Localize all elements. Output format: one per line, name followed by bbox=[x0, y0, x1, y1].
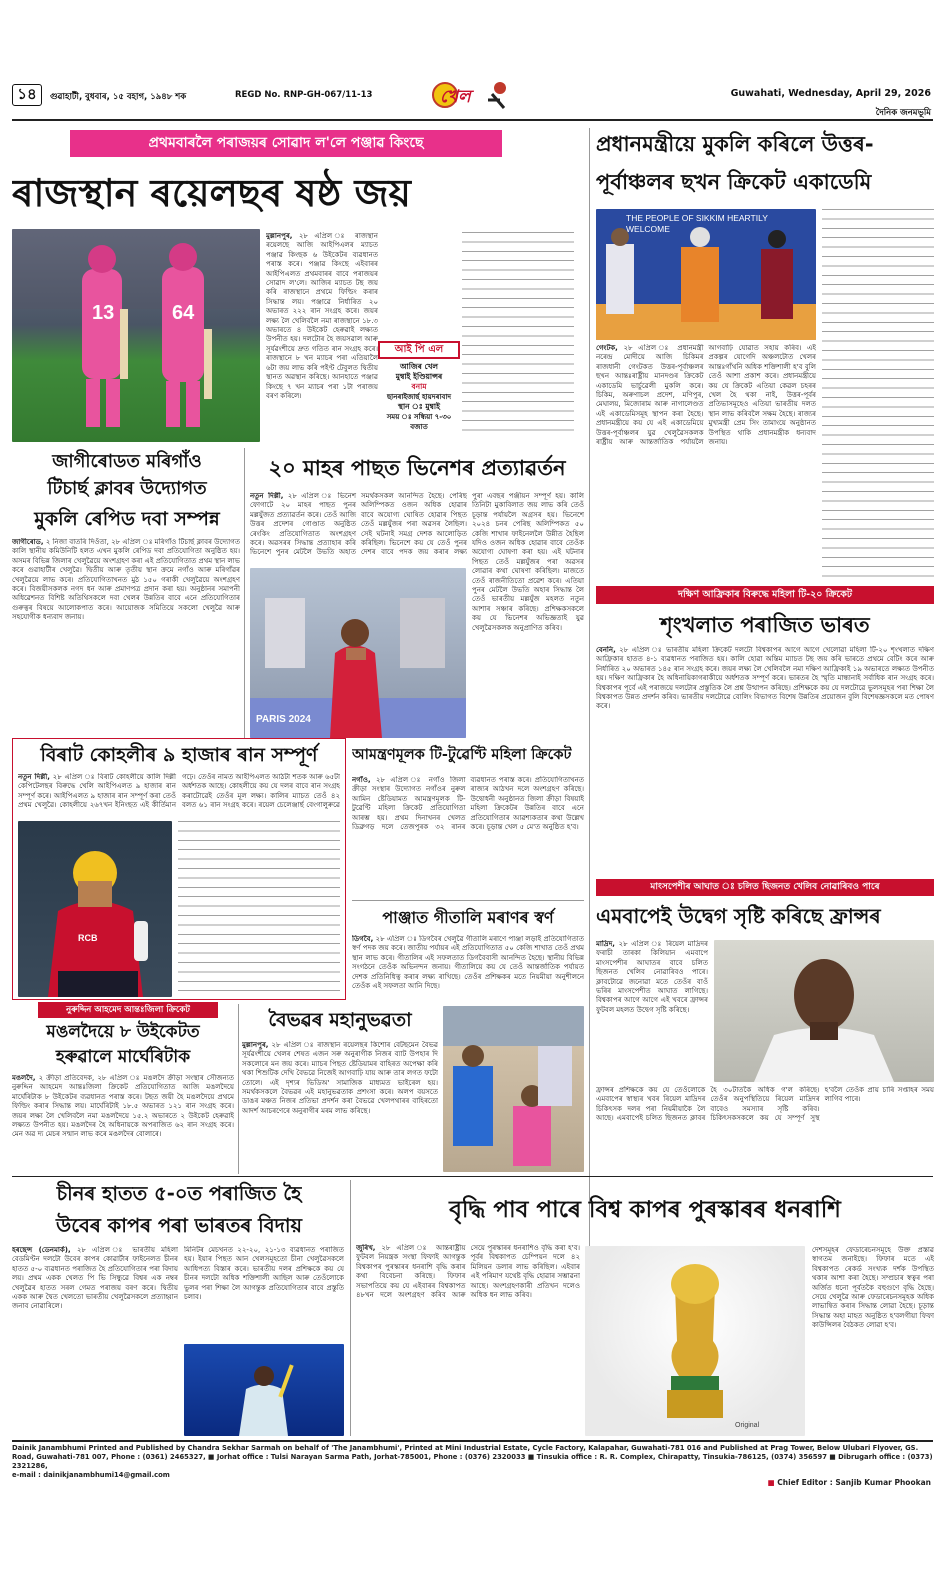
mangaldai-kicker: নুৰুদ্দিন আহমেদ আন্তঃজিলা ক্ৰিকেট bbox=[38, 1002, 218, 1018]
academy-headline-l2: পূৰ্বাঞ্চলৰ ছখন ক্ৰিকেট একাডেমি bbox=[596, 170, 872, 194]
jagiroad-headline-l3: মুকলি ৰেপিড দবা সম্পন্ন bbox=[34, 508, 220, 530]
mbappe-body-2: ফ্ৰান্সৰ প্ৰশিক্ষকে কয় যে তেওঁলোকে এমবাপেৰ স্বাস্থ্যৰ খবৰ ৰিয়েল মাদ্ৰিদৰ চিকিৎসক দলৰ পৰা নিয়মীয়াকৈ লৈ আছে। এমবাপেই চলিত ছিজনত ক্লাবৰ হৈ ৩০টাতকৈ অধিক গ'ল কৰিছে। তেওঁৰ অনুপস্থিতিয়ে ৰিয়েল মাদ্ৰিদৰ বাবেও সমস্যাৰ সৃষ্টি কৰিব। চিকিৎসকসকলে কয় যে সম্পূৰ্ণ সুস্থ হ'বলৈ তেওঁক প্ৰায় চাৰি সপ্তাহৰ সময় লাগিব পাৰে। bbox=[596, 1086, 934, 1123]
kohli-photo bbox=[18, 821, 172, 997]
china-headline-l2: উবেৰ কাপৰ পৰা ভাৰতৰ বিদায় bbox=[56, 1214, 302, 1237]
kohli-body-top: নতুন দিল্লী, ২৮ এপ্ৰিল ঃ বিৰাট কোহলীয়ে কালি দিল্লী কেপিটেলছৰ বিৰুদ্ধে খেলি আইপিএলত ৯ হাজাৰ ৰান সম্পূৰ্ণ কৰে। আইপিএলত ৯ হাজাৰ ৰান সম্পূৰ্ণ কৰা তেওঁ প্ৰথম খেলুৱৈ। কোহলীয়ে ২৬৭খন ইনিংছত এই কীৰ্তিমান গঢ়ে। তেওঁৰ নামত আইপিএলত আঠটা শতক আৰু ৬৫টা অৰ্ধশতক আছে। কোহলীয়ে কয় যে দলৰ বাবে ৰান সংগ্ৰহ কৰাটোৱেই তেওঁৰ মূল লক্ষ্য। কালিৰ ম্যাচত তেওঁ ৪২ বলত ৬১ ৰান সংগ্ৰহ কৰে। ৰয়েল চেলেঞ্জাৰ্ছ বেংগালুৰুৱে bbox=[18, 773, 340, 810]
rr-headline: ৰাজস্থান ৰয়েলছৰ ষষ্ঠ জয় bbox=[12, 171, 411, 215]
academy-body: গেংটক, ২৮ এপ্ৰিল ঃ প্ৰধানমন্ত্ৰী নৰেন্দ্ৰ মোদীয়ে আজি চিকিমৰ ৰাজধানী গেংটকত উত্তৰ-পূৰ্বাঞ্চলৰ ছখন আন্তঃৰাষ্ট্ৰীয় মানদণ্ডৰ ক্ৰিকেট একাডেমি ভাৰ্চুৱেলী মুকলি কৰে। চিকিম, অৰুণাচল প্ৰদেশ, মণিপুৰ, মেঘালয়, মিজোৰাম আৰু নাগালেণ্ডত এই একাডেমিসমূহ স্থাপন কৰা হৈছে। প্ৰধানমন্ত্ৰীয়ে কয় যে এই একাডেমিয়ে উত্তৰ-পূৰ্বাঞ্চলৰ যুৱ খেলুৱৈসকলক ৰাষ্ট্ৰীয় আৰু আন্তৰ্জাতিক পৰ্যায়লৈ আগবাঢ়ি যোৱাত সহায় কৰিব। এই প্ৰকল্পৰ যোগেদি অঞ্চলটোত খেলৰ আন্তঃগাঁথনি অধিক শক্তিশালী হ'ব বুলি তেওঁ আশা প্ৰকাশ কৰে। প্ৰধানমন্ত্ৰীয়ে কয় যে ক্ৰিকেট এতিয়া কেৱল চহৰৰ খেল হৈ থকা নাই, উত্তৰ-পূৰ্বৰ প্ৰতিভাসমূহেও এতিয়া ভাৰতীয় দলত স্থান লাভ কৰিবলৈ সক্ষম হৈছে। ৰাজ্যৰ মুখ্যমন্ত্ৰী প্ৰেম সিং তামাংয়ে অনুষ্ঠানত উপস্থিত থাকি প্ৰধানমন্ত্ৰীক ধন্যবাদ জনায়। bbox=[596, 344, 816, 447]
mbappe-body-1: মাদ্ৰিদ, ২৮ এপ্ৰিল ঃ ৰিয়েল মাদ্ৰিদৰ ফৰাচী তাৰকা কিলিয়ান এমবাপে মাংসপেশীৰ আঘাতৰ বাবে চলিত ছিজনত খেলিব নোৱাৰিবও পাৰে। ক্লাবটোৱে জনোৱা মতে তেওঁৰ বাওঁ ভৰিৰ মাংসপেশীত আঘাত লাগিছে। বিশ্বকাপৰ আগে আগে এই খবৰে ফ্ৰান্সৰ ফুটবল মহলত উদ্বেগ সৃষ্টি কৰিছে। bbox=[596, 940, 708, 1014]
jagiroad-headline-l2: টিচাৰ্ছ ক্লাবৰ উদ্যোগত bbox=[47, 478, 207, 499]
ipl-time: সময় ঃ সন্ধিয়া ৭-৩০ বজাত bbox=[386, 413, 452, 431]
academy-banner: THE PEOPLE OF SIKKIM HEARTILY WELCOME bbox=[626, 213, 768, 234]
fifa-body-1: জুৰিখ, ২৮ এপ্ৰিল ঃ আন্তৰাষ্ট্ৰীয় ফুটবল নিয়ন্ত্ৰক সংস্থা ফিফাই আগন্তুক বিশ্বকাপৰ পুৰস্কাৰৰ ধনৰাশি বৃদ্ধি কৰাৰ কথা বিবেচনা কৰিছে। ফিফাৰ সভাপতিয়ে কয় যে এইবাৰৰ বিশ্বকাপত ৪৮খন দলে অংশগ্ৰহণ কৰিব আৰু সেয়ে পুৰস্কাৰৰ ধনৰাশিও বৃদ্ধি কৰা হ'ব। পূৰ্বৰ বিশ্বকাপত চেম্পিয়ন দলে ৪২ মিলিয়ন ডলাৰ লাভ কৰিছিল। এইবাৰ এই পৰিমাণ যথেষ্ট বৃদ্ধি হোৱাৰ সম্ভাৱনা আছে। অংশগ্ৰহণকাৰী প্ৰতিখন দলেও অধিক ধন লাভ কৰিব। bbox=[356, 1244, 580, 1300]
footer-imprint: Dainik Janambhumi Printed and Published by Chandra Sekhar Sarmah on behalf of 'The Janambhumi', Printed at Mini Industrial Estate, Cycle Factory, Kalapahar, Guwahati-781 016 and Published at Prag Tower, Below Ulubari Flyover, GS. Road, Guwahati-781 007, Phone : (0361) 2465327, ■ Jorhat office : Tulsi Narayan Sarma Path, Jorhat-785001, Phone : (0376) 2320033 ■ Tinsukia office : R. R. Complex, Chirapatty, Tinsukia-786125, (0374) 356597 ■ Dibrugarh office : (0373) 2321286, e-mail : dainikjanambhumi14@gmail.com bbox=[12, 1444, 933, 1479]
fifa-trophy-photo bbox=[585, 1246, 805, 1436]
vinesh-photo bbox=[250, 568, 466, 738]
ipl-venue: স্থান ঃ মুম্বাই bbox=[398, 402, 440, 411]
ipl-box-title: আই পি এল bbox=[378, 341, 460, 359]
ipl-today: আজিৰ খেল bbox=[400, 362, 438, 371]
header-date-bn: গুৱাহাটী, বুধবাৰ, ১৫ বহাগ, ১৯৪৮ শক bbox=[50, 92, 187, 102]
jagiroad-body: জাগীৰোড, ২ নিজা বাতৰি দিওঁতা, ২৮ এপ্ৰিল ঃ মৰিগাঁও টিচাৰ্ছ ক্লাবৰ উদ্যোগত কালি স্থানীয় কমিউনিটি হলত এখন মুকলি ৰেপিড দবা প্ৰতিযোগিতা অনুষ্ঠিত হয়। অসমৰ বিভিন্ন জিলাৰ খেলুৱৈয়ে অংশগ্ৰহণ কৰা এই প্ৰতিযোগিতাত প্ৰথম স্থান লাভ কৰে গুৱাহাটীৰ খেলুৱৈ। দ্বিতীয় আৰু তৃতীয় স্থান ক্ৰমে নগাঁও আৰু মৰিগাঁৱৰ খেলুৱৈয়ে লাভ কৰে। প্ৰতিযোগিতাখনত মুঠ ১৫০ গৰাকী খেলুৱৈয়ে অংশগ্ৰহণ কৰে। বিজয়ীসকলক নগদ ধন আৰু প্ৰমাণপত্ৰ প্ৰদান কৰা হয়। অনুষ্ঠানৰ সমাপনী অধিৱেশনত বিশিষ্ট অতিথিসকলে দবা খেলৰ উন্নতিৰ বাবে এনে প্ৰতিযোগিতাৰ গুৰুত্বৰ বিষয়ে আলোকপাত কৰে। আয়োজক সমিতিয়ে সকলো খেলুৱৈ আৰু সহযোগীক ধন্যবাদ জনায়। bbox=[12, 538, 240, 622]
header-date-en: Guwahati, Wednesday, April 29, 2026 bbox=[730, 88, 931, 99]
footballer-portrait-icon bbox=[714, 940, 934, 1082]
col-divider-right bbox=[589, 128, 590, 1428]
header-paper-name: দৈনিক জনমভূমি bbox=[875, 108, 931, 118]
rr-body: মুল্লানপুৰ, ২৮ এপ্ৰিল ঃ ৰাজস্থান ৰয়েলছে আজি আইপিএলৰ ম্যাচত পঞ্জাৱ কিংছক ৬ উইকেটৰ ব্যৱধানত পৰাস্ত কৰে। পঞ্জাৱ কিংছে এইবাৰৰ আইপিএলত প্ৰথমবাৰৰ বাবে পৰাজয়ৰ সোৱাদ ল'লে। আজিৰ ম্যাচত টছ জয় কৰি ৰাজস্থানে প্ৰথমে ফিল্ডিং কৰাৰ সিদ্ধান্ত লয়। পঞ্জাৱে নিৰ্ধাৰিত ২০ অভাৰত ২২২ ৰান সংগ্ৰহ কৰে। জয়ৰ লক্ষ্য লৈ খেলিবলৈ নমা ৰাজস্থানে ১৮.৩ অভাৰতে ৪ উইকেট হেৰুৱাই লক্ষ্যত উপনীত হয়। দলটোৰ হৈ জয়সৱাল আৰু সূৰ্যৱংশীয়ে দ্ৰুত গতিত ৰান সংগ্ৰহ কৰে। ৰাজস্থানে ৮ খন ম্যাচৰ পৰা এতিয়ালৈ ৬টা জয় লাভ কৰি পইণ্ট টেবুলত দ্বিতীয় স্থানত অৱস্থান কৰিছে। আনহাতে পঞ্জাৱ কিংছে ৭ খন ম্যাচৰ পৰা ১টা পৰাজয় বৰণ কৰিলে। bbox=[266, 232, 378, 400]
footer-rule bbox=[12, 1440, 933, 1442]
women-t20-body: বেননি, ২৮ এপ্ৰিল ঃ ভাৰতীয় মহিলা ক্ৰিকেট দলটো বিশ্বকাপৰ আগে আগে খেলোৱা মহিলা টি-২০ শৃংখলাত দক্ষিণ আফ্ৰিকাৰ হাতত ৪-১ ব্যৱধানত পৰাজিত হয়। কালি হোৱা অন্তিম ম্যাচত টছ জয় কৰি ভাৰতে প্ৰথমে বেটিং কৰে আৰু নিৰ্ধাৰিত ২০ অভাৰত ১৪৫ ৰান সংগ্ৰহ কৰে। জয়ৰ লক্ষ্য লৈ খেলিবলৈ নমা দক্ষিণ আফ্ৰিকাই ১৯ অভাৰতে লক্ষ্যত উপনীত হয়। দক্ষিণ আফ্ৰিকাৰ হৈ অধিনায়িকাগৰাকীয়ে অৰ্ধশতক সম্পূৰ্ণ কৰে। ভাৰতৰ হৈ স্মৃতি মান্ধানাই সৰ্বাধিক ৰান সংগ্ৰহ কৰে। বিশ্বকাপৰ পূৰ্বে এই পৰাজয়ে দলটোৰ প্ৰস্তুতিক লৈ প্ৰশ্ন উত্থাপন কৰিছে। প্ৰশিক্ষকে কয় যে দলটোৱে ভুলসমূহৰ পৰা শিক্ষা লৈ বিশ্বকাপত উন্নত প্ৰদৰ্শন কৰিব। ভাৰতীয় দলটোৱে বোলিং বিভাগত বিশেষ উন্নতিৰ প্ৰয়োজন বুলি বিশেষজ্ঞসকলে মত পোষণ কৰে। bbox=[596, 646, 934, 711]
badminton-photo bbox=[184, 1344, 344, 1436]
mangaldai-headline-l1: মঙলদৈয়ে ৮ উইকেটত bbox=[46, 1022, 200, 1042]
col-divider-left bbox=[244, 448, 245, 738]
fifa-headline: বৃদ্ধি পাব পাৰে বিশ্ব কাপৰ পুৰস্কাৰৰ ধনৰাশি bbox=[449, 1197, 841, 1223]
kohli-body-side bbox=[178, 821, 340, 995]
mbappe-headline: এমবাপেই উদ্বেগ সৃষ্টি কৰিছে ফ্ৰান্সৰ bbox=[596, 904, 881, 928]
rr-photo bbox=[12, 229, 260, 442]
header-rule bbox=[12, 119, 933, 121]
svg-text:64: 64 bbox=[172, 302, 195, 324]
section-logo: খেল bbox=[430, 78, 512, 112]
kohli-headline: বিৰাট কোহলীৰ ৯ হাজাৰ ৰান সম্পূৰ্ণ bbox=[40, 744, 318, 766]
women-t20-headline: শৃংখলাত পৰাজিত ভাৰত bbox=[660, 613, 870, 637]
kohli-jersey-text: RCB bbox=[78, 933, 98, 943]
women-t20-kicker: দক্ষিণ আফ্ৰিকাৰ বিৰুদ্ধে মহিলা টি-২০ ক্ৰিকেট bbox=[596, 586, 934, 604]
wrestler-on-mat-icon bbox=[250, 568, 466, 738]
invite-divider bbox=[352, 900, 584, 901]
cricketers-celebration-icon bbox=[12, 229, 260, 442]
gitali-headline: পাঞ্জাত গীতালি মৰাণৰ স্বৰ্ণ bbox=[382, 908, 554, 927]
jagiroad-headline-l1: জাগীৰোডত মৰিগাঁও bbox=[52, 451, 202, 472]
vaibhav-body: মুল্লানপুৰ, ২৮ এপ্ৰিল ঃ ৰাজস্থান ৰয়েলছৰ কিশোৰ বেটছমেন বৈভৱ সূৰ্যৱংশীয়ে খেলৰ শেষত এজন সৰু অনুৰাগীক নিজৰ ব্যাট উপহাৰ দি সকলোৰে মন জয় কৰে। ম্যাচৰ পিছত ষ্টেডিয়ামৰ বাহিৰত অপেক্ষা কৰি থকা শিশুটিক দেখি বৈভৱে নিজেই আগবাঢ়ি যায় আৰু তাৰ লগত ফটো তোলে। এই দৃশ্যৰ ভিডিঅ' সামাজিক মাধ্যমত ভাইৰেল হয়। সমৰ্থকসকলে বৈভৱৰ এই মহানুভৱতাক প্ৰশংসা কৰে। অলপ বয়সতে ডাঙৰ মঞ্চত নিজৰ প্ৰতিভা প্ৰদৰ্শন কৰা বৈভৱে খেলপথাৰৰ বাহিৰতো আদৰ্শ আচৰণেৰে অনুৰাগীৰ মৰম লাভ কৰিছে। bbox=[242, 1041, 438, 1115]
fifa-body-2: দেশসমূহৰ ফেডাৰেচনসমূহে উক্ত প্ৰস্তাৱ স্বাগতম জনাইছে। ফিফাৰ মতে এই বিশ্বকাপত ৰেকৰ্ড সংখ্যক দৰ্শক উপস্থিত থকাৰ আশা কৰা হৈছে। সম্প্ৰচাৰ স্বত্বৰ পৰা অৰ্জিত ধনো পূৰ্বতকৈ বহুগুণে বৃদ্ধি হৈছে। সেয়ে খেলুৱৈ আৰু ফেডাৰেচনসমূহক অধিক লাভান্বিত কৰাৰ সিদ্ধান্ত লোৱা হৈছে। চূড়ান্ত সিদ্ধান্ত অহা মাহত অনুষ্ঠিত হ'বলগীয়া ফিফা কাউন্সিলৰ বৈঠকত লোৱা হ'ব। bbox=[812, 1246, 934, 1330]
col-divider-mid bbox=[238, 1004, 239, 1174]
ipl-team1: মুম্বাই ইণ্ডিয়ান্সৰ bbox=[395, 372, 443, 381]
vaibhav-headline: বৈভৱৰ মহানুভৱতা bbox=[268, 1009, 412, 1031]
ipl-vs: বনাম bbox=[411, 382, 427, 391]
academy-body-col3 bbox=[822, 209, 934, 581]
mbappe-photo bbox=[714, 940, 934, 1082]
col-divider-bottom bbox=[350, 1180, 351, 1436]
vaibhav-photo bbox=[443, 1006, 584, 1172]
svg-text:13: 13 bbox=[92, 302, 115, 324]
mbappe-kicker: মাংসপেশীৰ আঘাত ঃ চলিত ছিজনত খেলিব নোৱাৰিবও পাৰে bbox=[596, 879, 934, 896]
mangaldai-headline-l2: হৰুৱালে মাৰ্ঘেৰিটাক bbox=[55, 1047, 191, 1067]
mangaldai-body: মঙলদৈ, ২ ক্ৰীড়া প্ৰতিবেদক, ২৮ এপ্ৰিল ঃ মঙলদৈ ক্ৰীড়া সংস্থাৰ সৌজন্যত নুৰুদ্দিন আহমেদ আন্তঃজিলা ক্ৰিকেট প্ৰতিযোগিতাত আজি মঙলদৈয়ে মাৰ্ঘেৰিটাক ৮ উইকেটৰ ব্যৱধানত পৰাস্ত কৰে। টছত জয়ী হৈ মঙলদৈয়ে প্ৰথমে ফিল্ডিং কৰাৰ সিদ্ধান্ত লয়। মাৰ্ঘেৰিটাই ১৮.৫ অভাৰত ১২১ ৰান সংগ্ৰহ কৰে। জয়ৰ লক্ষ্য লৈ খেলিবলৈ নমা মঙলদৈয়ে ১৫.২ অভাৰতে ২ উইকেট হেৰুৱাই লক্ষ্যত উপনীত হয়। মঙলদৈৰ হৈ অধিনায়কে অপৰাজিত ৬২ ৰান সংগ্ৰহ কৰে। মেন অৱ দ্য মেচৰ সন্মান লাভ কৰে মঙলদৈৰ বোলাৰে। bbox=[12, 1074, 234, 1139]
player-with-fan-icon bbox=[443, 1006, 584, 1172]
china-headline-l1: চীনৰ হাতত ৫-০ত পৰাজিত হৈ bbox=[56, 1182, 302, 1205]
vinesh-body-2: পুৰা এবছৰ পঞ্জীয়ন সম্পূৰ্ণ হয়। কালি তিনিটা মুকাবিলাত জয় লাভ কৰি তেওঁ চূড়ান্ত পৰ্যায়লৈ অগ্ৰসৰ হয়। ভিনেশে ২০২৪ চনৰ পেৰিছ অলিম্পিকত ৫০ কেজি শাখাৰ ফাইনেললৈ উন্নীত হৈছিল যদিও ওজন অধিক হোৱাৰ বাবে তেওঁক অযোগ্য ঘোষণা কৰা হয়। এই ঘটনাৰ পিছত তেওঁ মল্লযুঁজৰ পৰা অৱসৰ লোৱাৰ কথা ঘোষণা কৰিছিল। মাজতে তেওঁ ৰাজনীতিতো প্ৰৱেশ কৰে। এতিয়া পুনৰ মেটলৈ উভতি অহাৰ সিদ্ধান্ত লৈ তেওঁ ভাৰতীয় মল্লযুঁজ মহলত নতুন আশাৰ সঞ্চাৰ কৰিছে। প্ৰশিক্ষকসকলে কয় যে ভিনেশৰ অভিজ্ঞতাই যুৱ খেলুৱৈসকলক অনুপ্ৰাণিত কৰিব। bbox=[472, 492, 584, 632]
world-cup-trophy-icon bbox=[585, 1246, 805, 1436]
vinesh-body-1: নতুন দিল্লী, ২৮ এপ্ৰিল ঃ ভিনেশ ফোগাটে ২০ মাহৰ পাছত পুনৰ মল্লযুঁজত প্ৰত্যাৱৰ্তন কৰে। তেওঁ আজি উত্তৰ প্ৰদেশৰ গোণ্ডাত অনুষ্ঠিত ৰেংকিং প্ৰতিযোগিতাত অংশগ্ৰহণ কৰে। অৱসৰৰ সিদ্ধান্ত প্ৰত্যাহাৰ কৰি ভিনেশে পুনৰ মেটলৈ উভতি অহাত সমৰ্থকসকল আনন্দিত হৈছে। পেৰিছ অলিম্পিকত ওজন অধিক হোৱাৰ বাবে অযোগ্য ঘোষিত হোৱাৰ পিছত তেওঁ মল্লযুঁজৰ পৰা অৱসৰ লৈছিল। সেই ঘটনাই সমগ্ৰ দেশক আলোড়িত কৰিছিল। ভিনেশে কয় যে তেওঁ পুনৰ দেশৰ বাবে পদক জয় কৰাৰ লক্ষ্য bbox=[250, 492, 467, 557]
gitali-body: ডিগবৈ, ২৮ এপ্ৰিল ঃ ডিগবৈৰ খেলুৱৈ গীতালি মৰাণে পাঞ্জা লড়াই প্ৰতিযোগিতাত স্বৰ্ণ পদক জয় কৰে। জাতীয় পৰ্যায়ৰ এই প্ৰতিযোগিতাত ৫০ কেজি শাখাত তেওঁ প্ৰথম স্থান লাভ কৰে। গীতালিৰ এই সফলতাত ডিগবৈবাসী আনন্দিত হৈছে। স্থানীয় বিভিন্ন সংগঠনে তেওঁক অভিনন্দন জনায়। গীতালিয়ে কয় যে তেওঁ আন্তৰ্জাতিক পৰ্যায়ত দেশক প্ৰতিনিধিত্ব কৰাৰ লক্ষ্য ৰাখিছে। তেওঁৰ প্ৰশিক্ষকৰ মতে নিয়মীয়া অনুশীলনে তেওঁক এই সফলতা আনি দিছে। bbox=[352, 935, 584, 991]
women-invite-body: নগাঁও, ২৮ এপ্ৰিল ঃ নগাঁও জিলা ক্ৰীড়া সংস্থাৰ উদ্যোগত নগাঁওৰ নুৰুল আমিন ষ্টেডিয়ামত আমন্ত্ৰণমূলক টি-টুৱেণ্টি মহিলা ক্ৰিকেট প্ৰতিযোগিতা আৰম্ভ হয়। প্ৰথম দিনাখনৰ খেলত ডিব্ৰুগড় দলে তেজপুৰক ৩২ ৰানৰ ব্যৱধানত পৰাস্ত কৰে। প্ৰতিযোগিতাখনত ৰাজ্যৰ আঠখন দলে অংশগ্ৰহণ কৰিছে। উদ্বোধনী অনুষ্ঠানত জিলা ক্ৰীড়া বিষয়াই মহিলা ক্ৰিকেটৰ উন্নতিৰ বাবে এনে প্ৰতিযোগিতাৰ আৱশ্যকতাৰ কথা উল্লেখ কৰে। চূড়ান্ত খেল ৫ মে'ত অনুষ্ঠিত হ'ব। bbox=[352, 776, 584, 832]
china-body-2: মিনিটৰ মেচখনত ২২-২০, ২১-১৩ ব্যৱধানত পৰাজিত হয়। ইয়াৰ পিছত আন খেলসমূহতো চীনা খেলুৱৈসকলে আধিপত্য বিস্তাৰ কৰে। ভাৰতীয় দলৰ প্ৰশিক্ষকে কয় যে চীনৰ দলটো অধিক শক্তিশালী আছিল আৰু তেওঁলোকে ভুলৰ পৰা শিক্ষা লৈ আগন্তুক প্ৰতিযোগিতাৰ বাবে প্ৰস্তুতি চলাব। bbox=[184, 1246, 344, 1302]
academy-headline-l1: প্ৰধানমন্ত্ৰীয়ে মুকলি কৰিলে উত্তৰ- bbox=[596, 132, 874, 156]
batsman-raising-bat-icon bbox=[18, 821, 172, 997]
footer-editor: ■ Chief Editor : Sanjib Kumar Phookan bbox=[767, 1478, 931, 1487]
rr-kicker: প্ৰথমবাৰলৈ পৰাজয়ৰ সোৱাদ ল'লে পঞ্জাৱ কিংছে bbox=[70, 130, 502, 157]
ipl-team2: ছানৰাইজাৰ্ছ হায়দৰাবাদ bbox=[386, 393, 452, 401]
ipl-box bbox=[378, 341, 460, 438]
academy-photo bbox=[596, 209, 816, 340]
vinesh-mat-text: PARIS 2024 bbox=[256, 714, 311, 725]
china-body-1: হৰছেন্স (ডেনমাৰ্ক), ২৮ এপ্ৰিল ঃ ভাৰতীয় মহিলা বেডমিণ্টন দলটো উবেৰ কাপৰ কোৱাৰ্টাৰ ফাইনেলত চীনৰ হাতত ৫-০ ব্যৱধানত পৰাজিত হৈ প্ৰতিযোগিতাৰ পৰা বিদায় লয়। প্ৰথম একক খেলত পি ভি সিন্ধুৱে বিশ্বৰ এক নম্বৰ খেলুৱৈৰ হাতত সৰল গেমত পৰাজয় বৰণ কৰে। দ্বিতীয় একক আৰু দ্বৈত খেলতো ভাৰতীয় খেলুৱৈসকলে প্ৰত্যাহ্বান জনাব নোৱাৰিলে। bbox=[12, 1246, 178, 1311]
page-number-box: ১৪ bbox=[12, 84, 42, 106]
fifa-trophy-label: Original bbox=[735, 1422, 760, 1429]
vinesh-headline: ২০ মাহৰ পাছত ভিনেশৰ প্ৰত্যাৱৰ্তন bbox=[268, 456, 566, 480]
women-invite-headline: আমন্ত্ৰণমূলক টি-টুৱেণ্টি মহিলা ক্ৰিকেট bbox=[352, 747, 572, 763]
header-regd: REGD No. RNP-GH-067/11-13 bbox=[235, 90, 373, 100]
bottom-section-rule bbox=[12, 1176, 933, 1177]
rr-body-col3 bbox=[462, 232, 574, 438]
badminton-player-icon bbox=[184, 1344, 344, 1436]
